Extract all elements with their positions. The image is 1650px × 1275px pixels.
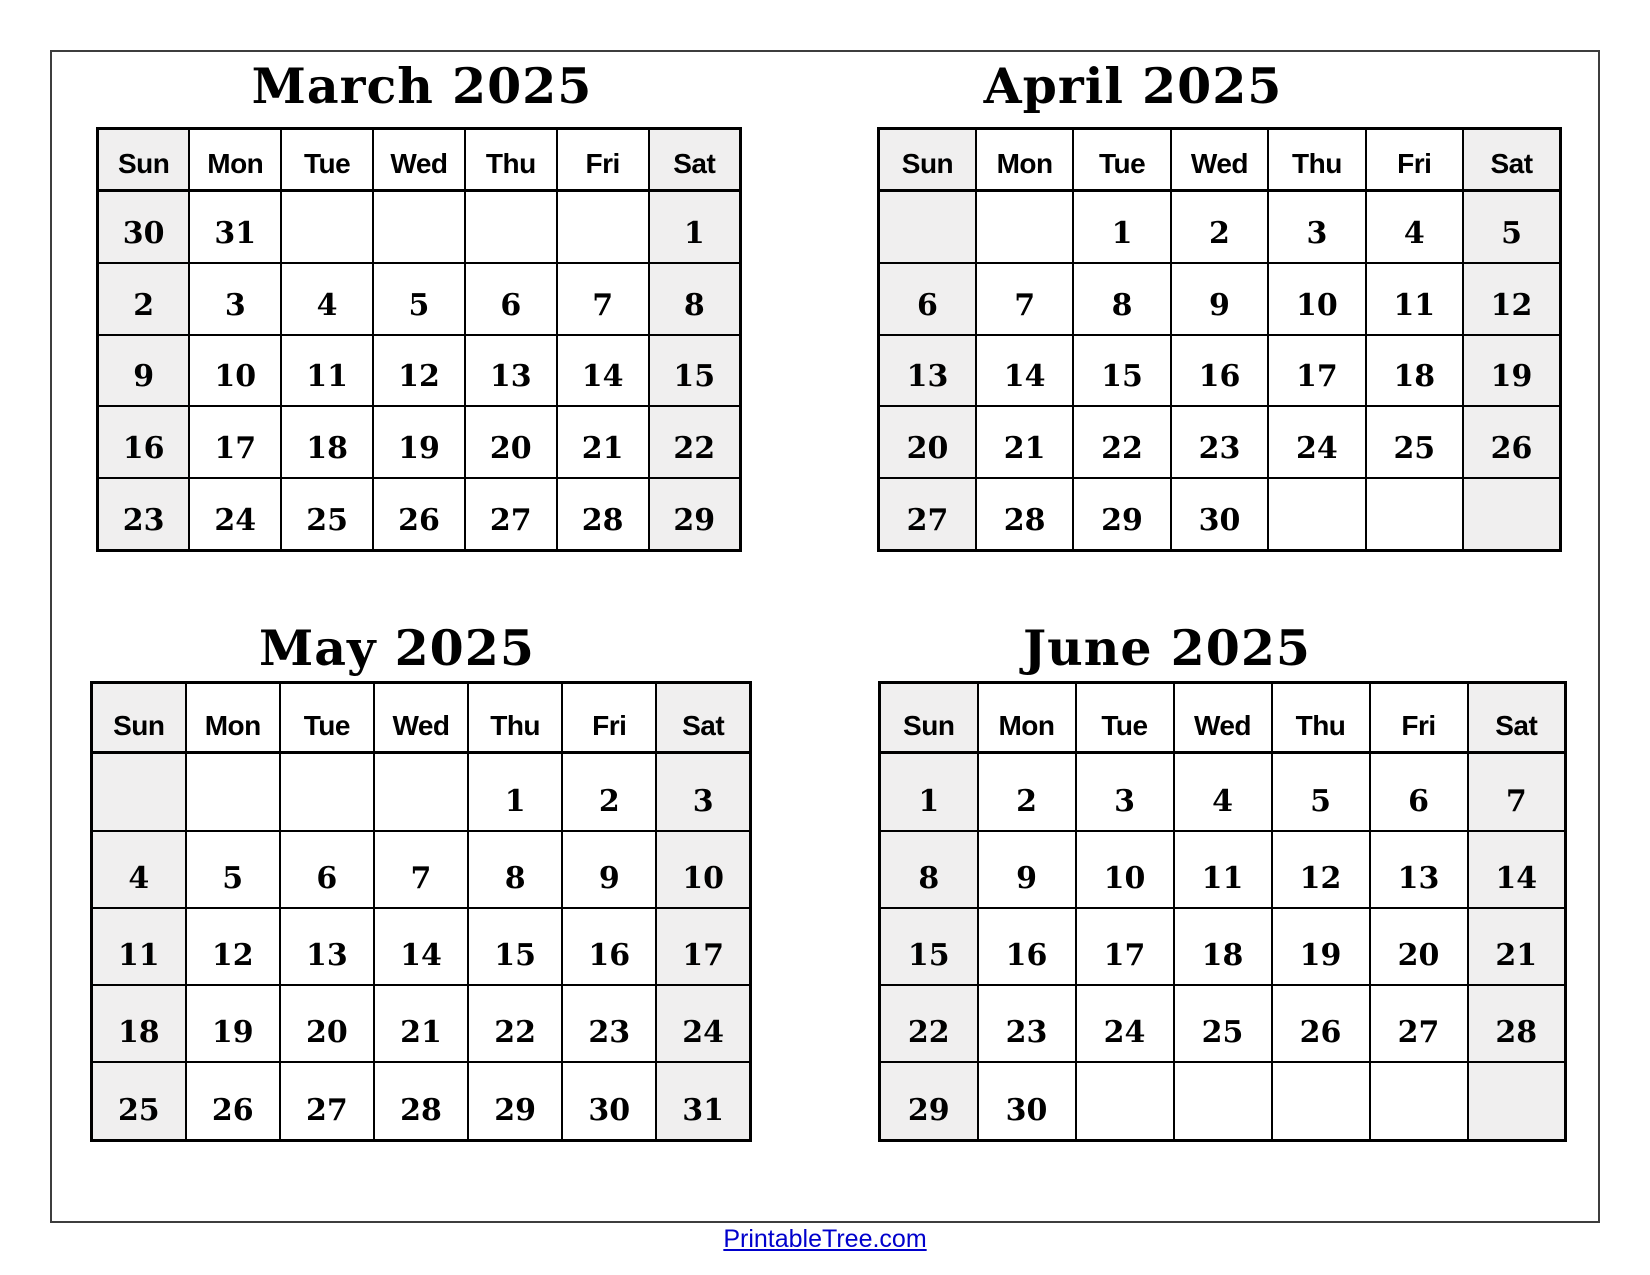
week-row [879,335,1561,407]
day-header-fri: Fri [562,683,656,753]
date-cell: 26 [1272,985,1370,1062]
date-cell: 1 [880,753,978,831]
date-cell: 23 [98,478,190,551]
date-cell: 1 [1073,191,1170,263]
empty-date-cell [374,753,468,831]
date-cell: 25 [1366,406,1463,478]
date-cell: 9 [1171,263,1268,335]
day-header-mon: Mon [189,129,281,191]
day-header-thu: Thu [1268,129,1365,191]
week-row [880,753,1566,831]
date-cell: 15 [1073,335,1170,407]
day-header-mon: Mon [978,683,1076,753]
date-cell: 13 [280,908,374,985]
date-cell: 11 [1366,263,1463,335]
date-cell: 30 [978,1062,1076,1140]
empty-date-cell [281,191,373,263]
week-row [879,191,1561,263]
day-header-sun: Sun [92,683,186,753]
date-cell: 6 [280,831,374,908]
date-cell: 23 [562,985,656,1062]
calendar-grid-march [96,127,742,552]
date-cell: 4 [1174,753,1272,831]
date-cell: 10 [1268,263,1365,335]
date-cell: 19 [186,985,280,1062]
date-cell: 2 [978,753,1076,831]
date-cell: 29 [649,478,741,551]
empty-date-cell [373,191,465,263]
empty-date-cell [186,753,280,831]
date-cell: 25 [1174,985,1272,1062]
date-cell: 26 [186,1062,280,1140]
empty-date-cell [1366,478,1463,551]
date-cell: 22 [1073,406,1170,478]
week-row [879,263,1561,335]
date-cell: 2 [1171,191,1268,263]
date-cell: 20 [280,985,374,1062]
date-cell: 17 [1268,335,1365,407]
date-cell: 16 [978,908,1076,985]
date-cell: 8 [1073,263,1170,335]
empty-date-cell [1174,1062,1272,1140]
day-header-thu: Thu [1272,683,1370,753]
empty-date-cell [1468,1062,1566,1140]
date-cell: 23 [978,985,1076,1062]
date-cell: 20 [879,406,976,478]
day-header-tue: Tue [280,683,374,753]
date-cell: 28 [976,478,1073,551]
date-cell: 31 [656,1062,750,1140]
date-cell: 10 [189,335,281,407]
week-row [98,478,741,551]
date-cell: 4 [281,263,373,335]
month-title-april: April 2025 [983,57,1283,115]
week-row [880,831,1566,908]
date-cell: 18 [281,406,373,478]
date-cell: 6 [465,263,557,335]
day-header-thu: Thu [468,683,562,753]
day-header-mon: Mon [186,683,280,753]
day-header-wed: Wed [1174,683,1272,753]
date-cell: 1 [649,191,741,263]
date-cell: 13 [1370,831,1468,908]
date-cell: 24 [189,478,281,551]
date-cell: 16 [98,406,190,478]
day-header-wed: Wed [373,129,465,191]
date-cell: 9 [562,831,656,908]
week-row [92,908,751,985]
empty-date-cell [1272,1062,1370,1140]
date-cell: 15 [649,335,741,407]
date-cell: 21 [374,985,468,1062]
date-cell: 3 [1076,753,1174,831]
month-title-march: March 2025 [251,57,593,115]
empty-date-cell [465,191,557,263]
date-cell: 24 [656,985,750,1062]
day-header-fri: Fri [1366,129,1463,191]
date-cell: 14 [374,908,468,985]
date-cell: 12 [186,908,280,985]
date-cell: 17 [656,908,750,985]
date-cell: 7 [1468,753,1566,831]
day-header-sun: Sun [98,129,190,191]
day-header-row [98,129,741,191]
calendar-grid-may [90,681,752,1142]
date-cell: 16 [562,908,656,985]
date-cell: 29 [880,1062,978,1140]
week-row [98,263,741,335]
date-cell: 28 [374,1062,468,1140]
empty-date-cell [1268,478,1365,551]
date-cell: 25 [92,1062,186,1140]
empty-date-cell [1463,478,1560,551]
date-cell: 30 [1171,478,1268,551]
date-cell: 7 [374,831,468,908]
date-cell: 17 [1076,908,1174,985]
date-cell: 3 [656,753,750,831]
week-row [880,985,1566,1062]
day-header-sat: Sat [656,683,750,753]
date-cell: 2 [562,753,656,831]
date-cell: 16 [1171,335,1268,407]
date-cell: 10 [1076,831,1174,908]
date-cell: 15 [468,908,562,985]
date-cell: 8 [468,831,562,908]
date-cell: 24 [1268,406,1365,478]
date-cell: 19 [1463,335,1560,407]
week-row [98,191,741,263]
date-cell: 7 [976,263,1073,335]
day-header-tue: Tue [1076,683,1174,753]
date-cell: 7 [557,263,649,335]
day-header-fri: Fri [557,129,649,191]
day-header-wed: Wed [1171,129,1268,191]
date-cell: 8 [649,263,741,335]
date-cell: 5 [186,831,280,908]
date-cell: 13 [879,335,976,407]
empty-date-cell [879,191,976,263]
date-cell: 11 [92,908,186,985]
date-cell: 23 [1171,406,1268,478]
empty-date-cell [280,753,374,831]
date-cell: 22 [649,406,741,478]
week-row [92,985,751,1062]
date-cell: 21 [976,406,1073,478]
date-cell: 12 [1463,263,1560,335]
week-row [92,1062,751,1140]
date-cell: 21 [557,406,649,478]
date-cell: 6 [879,263,976,335]
day-header-sat: Sat [1463,129,1560,191]
day-header-fri: Fri [1370,683,1468,753]
month-title-may: May 2025 [259,619,535,677]
date-cell: 8 [880,831,978,908]
day-header-sat: Sat [649,129,741,191]
date-cell: 11 [1174,831,1272,908]
calendar-page [50,50,1600,1223]
date-cell: 6 [1370,753,1468,831]
date-cell: 2 [98,263,190,335]
date-cell: 14 [557,335,649,407]
week-row [879,478,1561,551]
date-cell: 24 [1076,985,1174,1062]
date-cell: 12 [373,335,465,407]
empty-date-cell [1370,1062,1468,1140]
day-header-thu: Thu [465,129,557,191]
date-cell: 18 [1366,335,1463,407]
date-cell: 3 [189,263,281,335]
date-cell: 3 [1268,191,1365,263]
week-row [98,335,741,407]
date-cell: 31 [189,191,281,263]
date-cell: 18 [1174,908,1272,985]
date-cell: 13 [465,335,557,407]
date-cell: 9 [98,335,190,407]
date-cell: 30 [98,191,190,263]
date-cell: 26 [373,478,465,551]
date-cell: 27 [879,478,976,551]
empty-date-cell [1076,1062,1174,1140]
date-cell: 17 [189,406,281,478]
day-header-sun: Sun [880,683,978,753]
date-cell: 25 [281,478,373,551]
date-cell: 5 [1272,753,1370,831]
week-row [879,406,1561,478]
date-cell: 22 [880,985,978,1062]
date-cell: 14 [1468,831,1566,908]
date-cell: 27 [280,1062,374,1140]
day-header-row [880,683,1566,753]
date-cell: 18 [92,985,186,1062]
date-cell: 21 [1468,908,1566,985]
day-header-wed: Wed [374,683,468,753]
week-row [880,908,1566,985]
date-cell: 4 [92,831,186,908]
date-cell: 9 [978,831,1076,908]
day-header-row [879,129,1561,191]
day-header-sun: Sun [879,129,976,191]
empty-date-cell [557,191,649,263]
date-cell: 20 [1370,908,1468,985]
date-cell: 5 [373,263,465,335]
date-cell: 19 [373,406,465,478]
day-header-tue: Tue [281,129,373,191]
date-cell: 5 [1463,191,1560,263]
day-header-row [92,683,751,753]
date-cell: 19 [1272,908,1370,985]
date-cell: 30 [562,1062,656,1140]
week-row [92,753,751,831]
date-cell: 26 [1463,406,1560,478]
printabletree-link[interactable]: PrintableTree.com [723,1225,927,1253]
week-row [92,831,751,908]
date-cell: 15 [880,908,978,985]
date-cell: 20 [465,406,557,478]
week-row [98,406,741,478]
week-row [880,1062,1566,1140]
date-cell: 29 [1073,478,1170,551]
day-header-tue: Tue [1073,129,1170,191]
month-title-june: June 2025 [1022,619,1312,677]
day-header-sat: Sat [1468,683,1566,753]
calendar-grid-june [878,681,1567,1142]
date-cell: 22 [468,985,562,1062]
date-cell: 1 [468,753,562,831]
date-cell: 10 [656,831,750,908]
empty-date-cell [92,753,186,831]
calendar-grid-april [877,127,1562,552]
date-cell: 11 [281,335,373,407]
date-cell: 27 [465,478,557,551]
date-cell: 4 [1366,191,1463,263]
date-cell: 14 [976,335,1073,407]
day-header-mon: Mon [976,129,1073,191]
date-cell: 29 [468,1062,562,1140]
date-cell: 28 [557,478,649,551]
date-cell: 28 [1468,985,1566,1062]
date-cell: 12 [1272,831,1370,908]
empty-date-cell [976,191,1073,263]
date-cell: 27 [1370,985,1468,1062]
